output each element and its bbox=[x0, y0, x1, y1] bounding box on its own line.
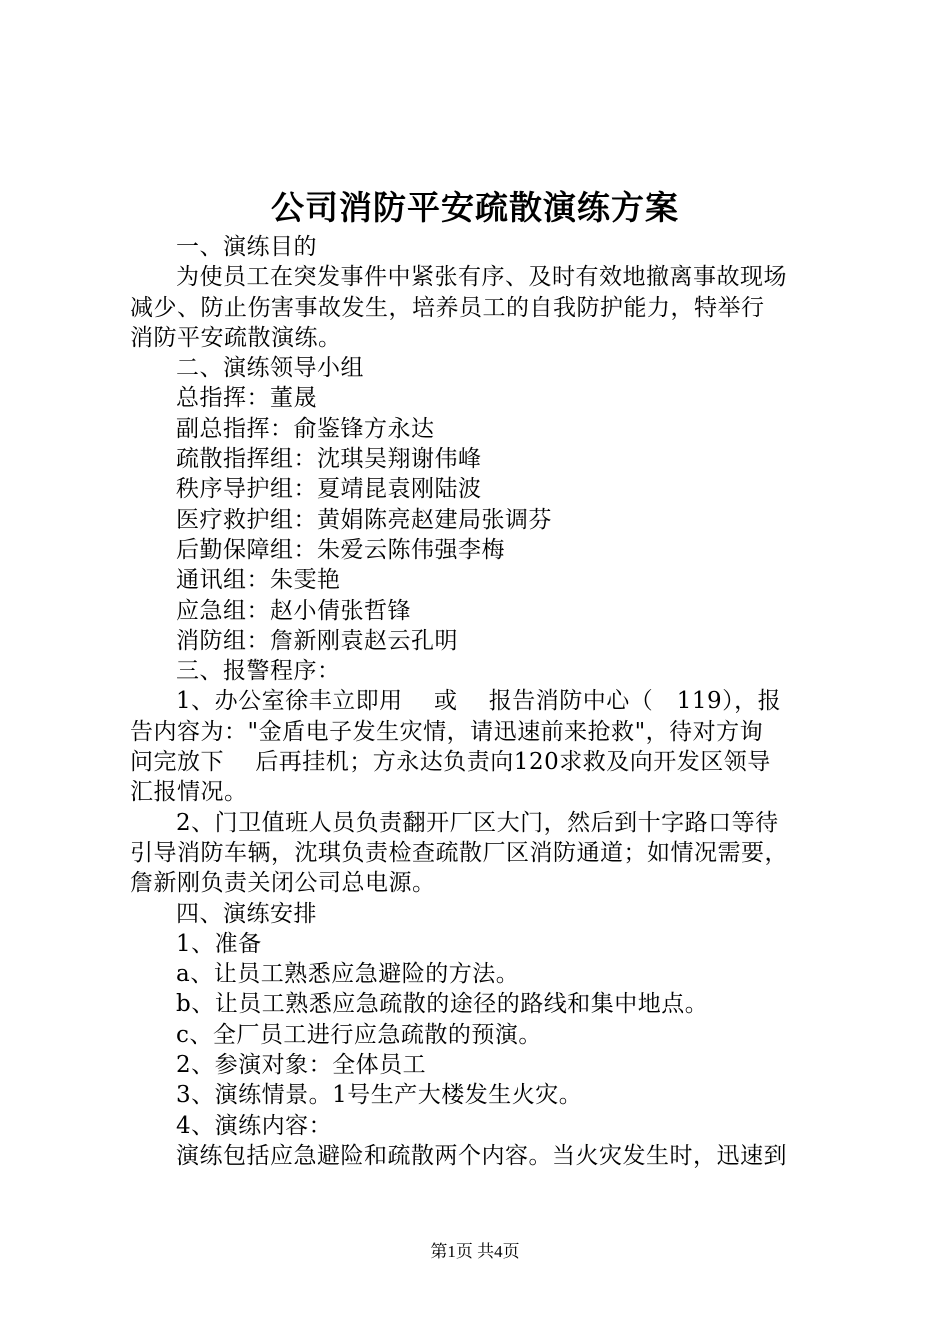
text-line: 总指挥：董晟 bbox=[176, 385, 317, 412]
document-body bbox=[130, 232, 835, 1171]
text-line: 消防组：詹新刚袁赵云孔明 bbox=[176, 627, 458, 654]
text-line: 通讯组：朱雯艳 bbox=[176, 567, 341, 594]
text-line: 一、演练目的 bbox=[176, 234, 317, 260]
text-line: 詹新刚负责关闭公司总电源。 bbox=[130, 870, 436, 897]
text-line: 二、演练领导小组 bbox=[176, 355, 364, 382]
text-line: 1、准备 bbox=[176, 930, 262, 957]
text-line: 3、演练情景。1号生产大楼发生火灾。 bbox=[176, 1082, 583, 1109]
text-line: 秩序导护组：夏靖昆袁刚陆波 bbox=[176, 476, 482, 503]
text-line: 为使员工在突发事件中紧张有序、及时有效地撤离事故现场 bbox=[176, 264, 787, 291]
text-line: 1、办公室徐丰立即用 或 报告消防中心（ 119），报 bbox=[176, 688, 782, 715]
text-line: 告内容为："金盾电子发生灾情，请迅速前来抢救"，待对方询 bbox=[130, 718, 764, 745]
text-line: 汇报情况。 bbox=[130, 779, 248, 806]
page-footer: 第1页 共4页 bbox=[430, 1242, 520, 1261]
text-line: 问完放下 后再挂机；方永达负责向120求救及向开发区领导 bbox=[130, 749, 771, 776]
text-line: 减少、防止伤害事故发生，培养员工的自我防护能力，特举行 bbox=[130, 294, 765, 321]
text-line: 应急组：赵小倩张哲锋 bbox=[176, 597, 411, 624]
text-line: 后勤保障组：朱爱云陈伟强李梅 bbox=[176, 536, 505, 563]
document-title: 公司消防平安疏散演练方案 bbox=[271, 188, 679, 227]
text-line: a、让员工熟悉应急避险的方法。 bbox=[176, 961, 520, 988]
text-line: 疏散指挥组：沈琪吴翔谢伟峰 bbox=[176, 446, 482, 473]
text-line: 引导消防车辆，沈琪负责检查疏散厂区消防通道；如情况需要， bbox=[130, 839, 788, 866]
text-line: 四、演练安排 bbox=[176, 900, 317, 927]
text-line: 副总指挥：俞鉴锋方永达 bbox=[176, 415, 435, 442]
text-line: 演练包括应急避险和疏散两个内容。当火灾发生时，迅速到 bbox=[176, 1142, 787, 1169]
text-line: c、全厂员工进行应急疏散的预演。 bbox=[176, 1021, 542, 1048]
text-line: 2、门卫值班人员负责翻开厂区大门，然后到十字路口等待 bbox=[176, 809, 779, 836]
text-line: 4、演练内容： bbox=[176, 1112, 333, 1139]
text-line: b、让员工熟悉应急疏散的途径的路线和集中地点。 bbox=[176, 991, 709, 1018]
text-line: 三、报警程序： bbox=[176, 658, 341, 685]
text-line: 2、参演对象：全体员工 bbox=[176, 1052, 427, 1079]
text-line: 消防平安疏散演练。 bbox=[130, 324, 342, 351]
text-line: 医疗救护组：黄娟陈亮赵建局张调芬 bbox=[176, 506, 552, 533]
